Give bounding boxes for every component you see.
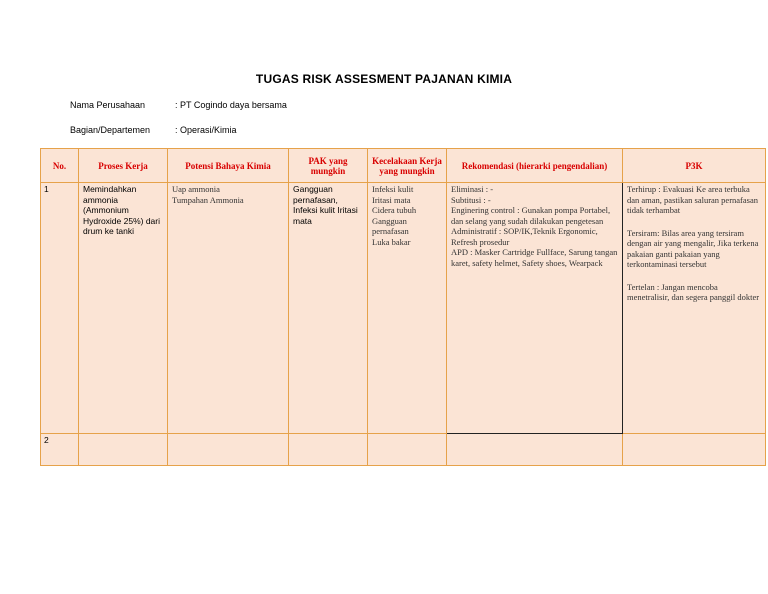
cell-p3k: [623, 434, 766, 466]
company-value: : PT Cogindo daya bersama: [175, 100, 287, 110]
kecelakaan-item: Gangguan pernafasan: [372, 215, 409, 236]
cell-pak: [289, 434, 368, 466]
rekomendasi-item: Administratif : SOP/IK,Teknik Ergonomic, Refresh prosedur: [451, 226, 598, 247]
kecelakaan-item: Cidera tubuh: [372, 205, 417, 215]
row-number: 2: [41, 434, 79, 466]
table-row: [41, 183, 766, 434]
header-rekomendasi: Rekomendasi (hierarki pengendalian): [447, 149, 623, 183]
cell-proses-kerja: Memindahkan ammonia (Ammonium Hydroxide 25%) dari drum ke tanki: [79, 183, 168, 434]
cell-potensi-bahaya: [168, 434, 289, 466]
cell-proses-kerja: [79, 434, 168, 466]
kecelakaan-item: Iritasi mata: [372, 194, 411, 205]
cell-kecelakaan: [368, 183, 447, 434]
cell-kecelakaan: [368, 434, 447, 466]
document-title: TUGAS RISK ASSESMENT PAJANAN KIMIA: [255, 72, 513, 86]
potensi-item: Tumpahan Ammonia: [172, 194, 244, 205]
header-no: No.: [41, 149, 79, 183]
cell-rekomendasi: [447, 183, 623, 434]
department-label: Bagian/Departemen: [70, 125, 151, 135]
cell-p3k: [623, 183, 766, 434]
rekomendasi-item: Subtitusi : -: [451, 194, 491, 205]
cell-potensi-bahaya: [168, 183, 289, 434]
header-proses-kerja: Proses Kerja: [79, 149, 168, 183]
p3k-paragraph: Tersiram: Bilas area yang tersiram dengan air yang mengalir, Jika terkena pakaian ganti pakaian yang terkontaminasi tersebut: [627, 227, 759, 269]
p3k-paragraph: Terhirup : Evakuasi Ke area terbuka dan aman, pastikan saluran pernafasan tidak terhambat: [627, 184, 758, 215]
cell-rekomendasi: [447, 434, 623, 466]
rekomendasi-item: Enginering control : Gunakan pompa Portabel, dan selang yang sudah dilakukan pengetesan: [451, 205, 611, 226]
header-p3k: P3K: [623, 149, 766, 183]
rekomendasi-item: APD : Masker Cartridge Fullface, Sarung tangan karet, safety helmet, Safety shoes, Wearpack: [451, 247, 618, 268]
risk-assessment-table: [40, 148, 766, 466]
table-header-row: [41, 149, 766, 183]
kecelakaan-item: Luka bakar: [372, 236, 411, 247]
header-kecelakaan: Kecelakaan Kerja yang mungkin: [368, 149, 447, 183]
cell-pak: Gangguan pernafasan, Infeksi kulit Iritasi mata: [289, 183, 368, 434]
potensi-item: Uap ammonia: [172, 184, 220, 194]
header-pak: PAK yang mungkin: [289, 149, 368, 183]
p3k-paragraph: Tertelan : Jangan mencoba menetralisir, dan segera panggil dokter: [627, 281, 760, 302]
kecelakaan-item: Infeksi kulit: [372, 184, 414, 194]
header-potensi-bahaya: Potensi Bahaya Kimia: [168, 149, 289, 183]
table-row: [41, 434, 766, 466]
row-number: 1: [41, 183, 79, 434]
department-value: : Operasi/Kimia: [175, 125, 237, 135]
company-label: Nama Perusahaan: [70, 100, 146, 110]
rekomendasi-item: Eliminasi : -: [451, 184, 494, 194]
